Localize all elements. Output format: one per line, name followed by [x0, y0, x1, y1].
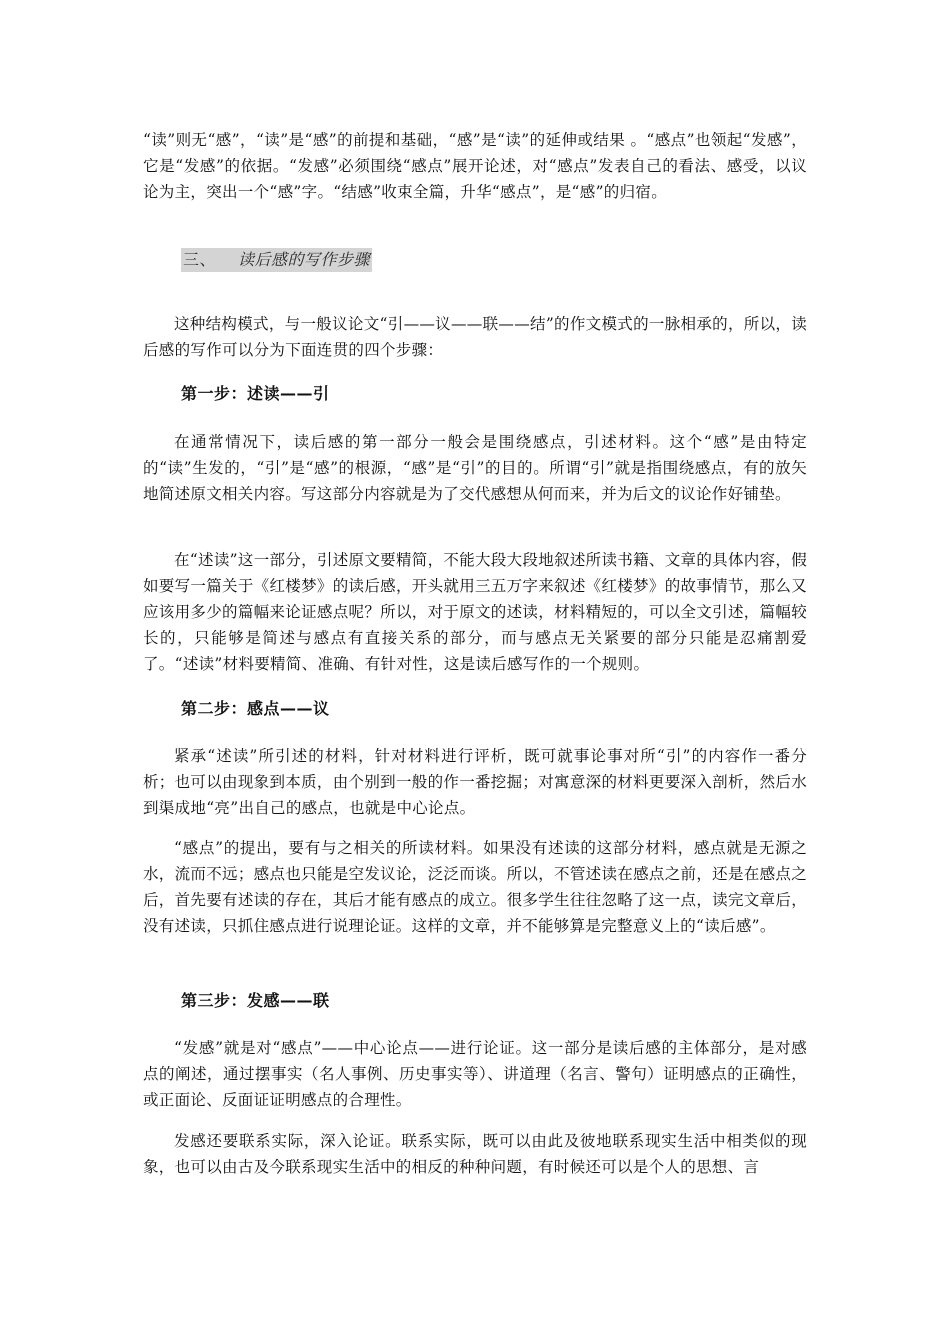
- section-number: 三、: [183, 250, 217, 269]
- paragraph-step3-b: 发感还要联系实际，深入论证。联系实际，既可以由此及彼地联系现实生活中相类似的现象，也可以由古及今联系现实生活中的相反的种种问题，有时候还可以是个人的思想、言: [143, 1132, 807, 1176]
- paragraph-structure-mode: 这种结构模式，与一般议论文“引——议——联——结”的作文模式的一脉相承的，所以，读后感的写作可以分为下面连贯的四个步骤：: [143, 315, 807, 359]
- section-heading: [181, 248, 372, 272]
- paragraph-step1-a: 在通常情况下，读后感的第一部分一般会是围绕感点，引述材料。这个“感”是由特定的“读”生发的，“引”是“感”的根源，“感”是“引”的目的。所谓“引”就是指围绕感点，有的放矢地简述原文相关内容。写这部分内容就是为了交代感想从何而来，并为后文的议论作好铺垫。: [143, 433, 807, 503]
- step1-heading: 第一步：述读——引: [181, 384, 330, 403]
- paragraph-step1-b: 在“述读”这一部分，引述原文要精简，不能大段大段地叙述所读书籍、文章的具体内容，假如要写一篇关于《红楼梦》的读后感，开头就用三五万字来叙述《红楼梦》的故事情节，那么又应该用多少的篇幅来论证感点呢？所以，对于原文的述读，材料精短的，可以全文引述，篇幅较长的，只能够是简述与感点有直接关系的部分，而与感点无关紧要的部分只能是忍痛割爱了。“述读”材料要精简、准确、有针对性，这是读后感写作的一个规则。: [143, 551, 807, 673]
- paragraph-step2-b: “感点”的提出，要有与之相关的所读材料。如果没有述读的这部分材料，感点就是无源之水，流而不远；感点也只能是空发议论，泛泛而谈。所以，不管述读在感点之前，还是在感点之后，首先要有述读的存在，其后才能有感点的成立。很多学生往往忽略了这一点，读完文章后，没有述读，只抓住感点进行说理论证。这样的文章，并不能够算是完整意义上的“读后感”。: [143, 839, 807, 935]
- step2-heading: 第二步：感点——议: [181, 699, 330, 718]
- paragraph-step2-a: 紧承“述读”所引述的材料，针对材料进行评析，既可就事论事对所“引”的内容作一番分析；也可以由现象到本质，由个别到一般的作一番挖掘；对寓意深的材料更要深入剖析，然后水到渠成地“亮”出自己的感点，也就是中心论点。: [143, 747, 807, 817]
- paragraph-intro-continuation: “读”则无“感”，“读”是“感”的前提和基础，“感”是“读”的延伸或结果 。“感点”也领起“发感”，它是“发感”的依据。“发感”必须围绕“感点”展开论述，对“感点”发表自己的看法、感受，以议论为主，突出一个“感”字。“结感”收束全篇，升华“感点”，是“感”的归宿。: [143, 131, 807, 201]
- step3-heading: 第三步：发感——联: [181, 991, 330, 1010]
- section-title: 读后感的写作步骤: [238, 250, 371, 269]
- paragraph-step3-a: “发感”就是对“感点”——中心论点——进行论证。这一部分是读后感的主体部分，是对感点的阐述，通过摆事实（名人事例、历史事实等）、讲道理（名言、警句）证明感点的正确性，或正面论、反面证证明感点的合理性。: [143, 1039, 807, 1109]
